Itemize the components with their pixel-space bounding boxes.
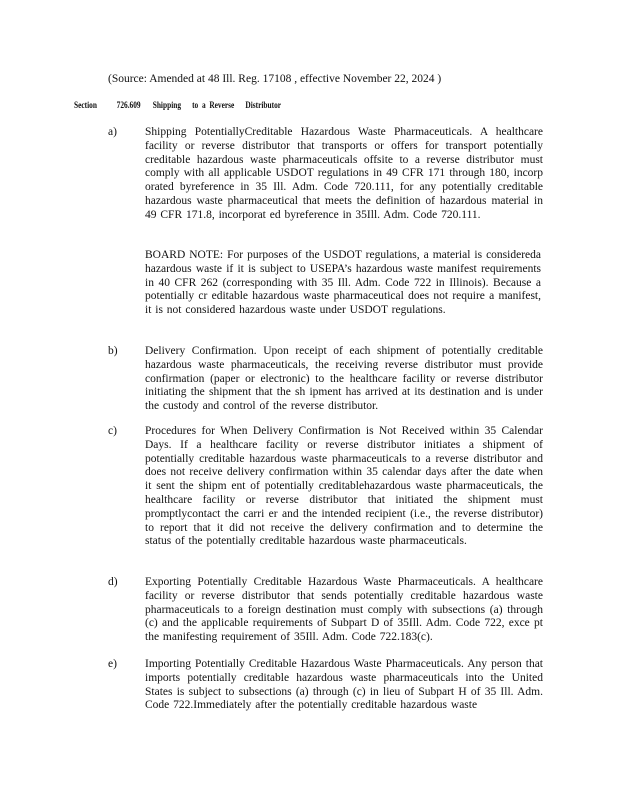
section-label: Section bbox=[74, 100, 97, 110]
subsection-text: Delivery Confirmation. Upon receipt of each shipment of potentially creditable hazardous waste pharmaceuticals, the receiving reverse distributor must provide confirmation (paper or electronic) to the healthcare facility or reverse distributor initiating the shipment that the sh ipment has arrived at its destination and is under the custody and control of the reverse distributor. bbox=[145, 345, 543, 413]
subsection-letter: c) bbox=[108, 425, 117, 437]
section-number: 726.609 bbox=[116, 100, 141, 110]
subsection-letter: b) bbox=[108, 345, 118, 357]
source-note: (Source: Amended at 48 Ill. Reg. 17108 , effective November 22, 2024 ) bbox=[108, 73, 442, 85]
section-title: Shipping to a Reverse Distributor bbox=[152, 100, 282, 110]
section-heading bbox=[74, 100, 281, 110]
subsection-letter: d) bbox=[108, 576, 118, 588]
board-note: BOARD NOTE: For purposes of the USDOT regulations, a material is considereda hazardous waste if it is subject to USEPA’s hazardous waste manifest requirements in 40 CFR 262 (corresponding with 35 Ill. Adm. Code 722 in Illinois). Because a potentially cr editable hazardous waste pharmaceutical does not require a manifest, it is not considered hazardous waste under USDOT regulations. bbox=[145, 249, 541, 317]
subsection-text: Shipping PotentiallyCreditable Hazardous Waste Pharmaceuticals. A healthcare facility or reverse distributor that transports or offers for transport potentially creditable hazardous waste pharmaceuticals offsite to a reverse distributor must comply with all applicable USDOT regulations in 49 CFR 171 through 180, incorp orated byreference in 35 Ill. Adm. Code 720.111, for any potentially creditable hazardous waste pharmaceutical that meets the definition of hazardous material in 49 CFR 171.8, incorporat ed byreference in 35Ill. Adm. Code 720.111. bbox=[145, 126, 543, 221]
subsection-text: Importing Potentially Creditable Hazardous Waste Pharmaceuticals. Any person that imports potentially creditable hazardous waste pharmaceuticals into the United States is subject to subsections (a) through (c) in lieu of Subpart H of 35 Ill. Adm. Code 722.Immediately after the potentially creditable hazardous waste bbox=[145, 658, 543, 712]
subsection-text: Exporting Potentially Creditable Hazardous Waste Pharmaceuticals. A healthcare facility or reverse distributor that sends potentially creditable hazardous waste pharmaceuticals to a foreign destination must comply with subsections (a) through (c) and the applicable requirements of Subpart D of 35Ill. Adm. Code 722, exce pt the manifesting requirement of 35Ill. Adm. Code 722.183(c). bbox=[145, 576, 543, 644]
subsection-letter: a) bbox=[108, 126, 117, 138]
subsection-text: Procedures for When Delivery Confirmation is Not Received within 35 Calendar Days. If a healthcare facility or reverse distributor initiates a shipment of potentially creditable hazardous waste pharmaceuticals to a reverse distributor and does not receive delivery confirmation within 35 calendar days after the date when it sent the shipm ent of potentially creditablehazardous waste pharmaceuticals, the healthcare facility or reverse distributor that initiated the shipment must promptlycontact the carri er and the intended recipient (i.e., the reverse distributor) to report that it did not receive the delivery confirmation and to determine the status of the potentially creditable hazardous waste pharmaceuticals. bbox=[145, 425, 543, 548]
subsection-letter: e) bbox=[108, 658, 117, 670]
